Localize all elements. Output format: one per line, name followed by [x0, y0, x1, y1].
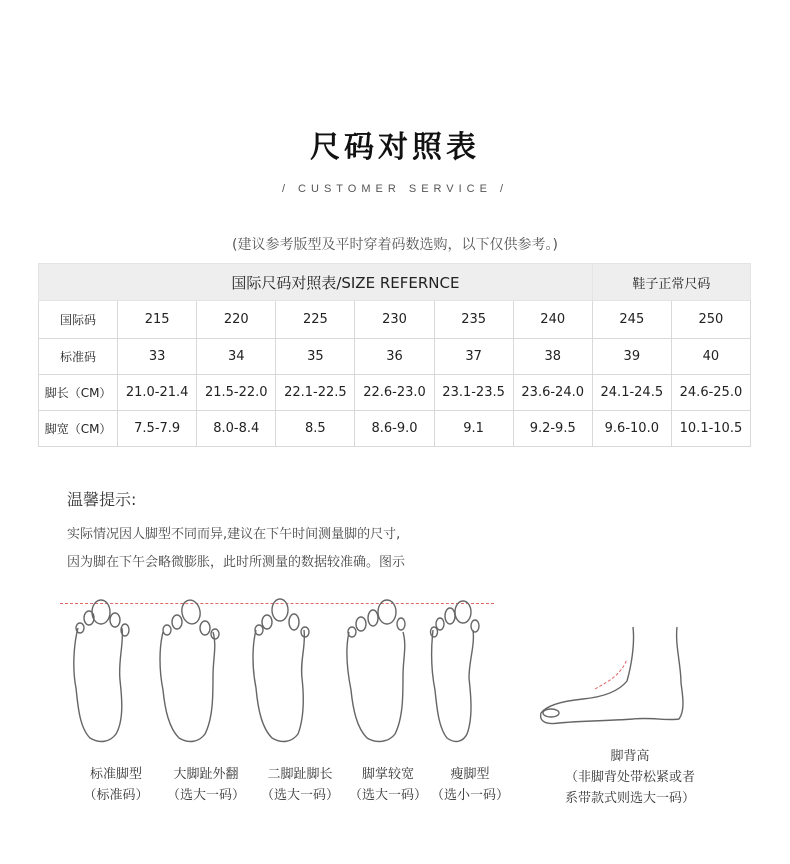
- reference-note: (建议参考版型及平时穿着码数选购，以下仅供参考。): [232, 237, 558, 253]
- table-cell: 21.5-22.0: [197, 375, 276, 411]
- table-header-international: 国际尺码对照表/SIZE REFERNCE: [39, 264, 593, 301]
- foot-size-advice: （选小一码）: [430, 788, 509, 803]
- foot-size-advice: （选大一码）: [166, 788, 245, 803]
- table-cell: 235: [434, 301, 513, 339]
- instep-caption: [550, 746, 710, 809]
- table-cell: 9.1: [434, 411, 513, 447]
- table-cell: 230: [355, 301, 434, 339]
- table-cell: 8.6-9.0: [355, 411, 434, 447]
- table-cell: 8.0-8.4: [197, 411, 276, 447]
- foot-caption-standard: [68, 764, 164, 806]
- table-cell: 33: [118, 339, 197, 375]
- foot-size-advice: （选大一码）: [260, 788, 339, 803]
- foot-type-label: 瘦脚型: [450, 767, 490, 782]
- table-cell: 9.6-10.0: [592, 411, 671, 447]
- table-cell: 23.6-24.0: [513, 375, 592, 411]
- table-cell: 24.1-24.5: [592, 375, 671, 411]
- row-label: 国际码: [39, 301, 118, 339]
- table-cell: 22.1-22.5: [276, 375, 355, 411]
- wide-foot-icon: [343, 598, 409, 746]
- table-cell: 23.1-23.5: [434, 375, 513, 411]
- table-cell: 34: [197, 339, 276, 375]
- foot-type-label: 标准脚型: [89, 767, 142, 782]
- tips-text-line: 因为脚在下午会略微膨胀，此时所测量的数据较准确。图示: [67, 555, 406, 570]
- table-cell: 40: [671, 339, 750, 375]
- table-row: [39, 411, 751, 447]
- tips-title: 温馨提示:: [67, 490, 137, 509]
- table-cell: 38: [513, 339, 592, 375]
- instep-advice: （非脚背处带松紧或者: [564, 770, 695, 785]
- thin-foot-icon: [425, 598, 481, 746]
- foot-caption-thin: [426, 764, 514, 806]
- foot-caption-bunion: [160, 764, 252, 806]
- table-header-normal: 鞋子正常尺码: [592, 264, 750, 301]
- table-cell: 39: [592, 339, 671, 375]
- table-cell: 10.1-10.5: [671, 411, 750, 447]
- foot-type-label: 二脚趾脚长: [267, 767, 333, 782]
- table-row: [39, 375, 751, 411]
- table-cell: 8.5: [276, 411, 355, 447]
- row-label: 脚长（CM）: [39, 375, 118, 411]
- table-row: [39, 301, 751, 339]
- foot-caption-second-toe: [254, 764, 346, 806]
- table-cell: 215: [118, 301, 197, 339]
- table-cell: 225: [276, 301, 355, 339]
- tips-text-line: 实际情况因人脚型不同而异,建议在下午时间测量脚的尺寸,: [67, 527, 401, 542]
- table-row: [39, 339, 751, 375]
- table-cell: 220: [197, 301, 276, 339]
- table-cell: 36: [355, 339, 434, 375]
- standard-foot-icon: [68, 598, 132, 746]
- foot-caption-wide: [344, 764, 432, 806]
- bunion-foot-icon: [155, 598, 221, 746]
- foot-type-label: 脚掌较宽: [361, 767, 414, 782]
- foot-size-advice: （选大一码）: [348, 788, 427, 803]
- table-cell: 22.6-23.0: [355, 375, 434, 411]
- table-cell: 24.6-25.0: [671, 375, 750, 411]
- row-label: 脚宽（CM）: [39, 411, 118, 447]
- table-cell: 35: [276, 339, 355, 375]
- table-header-row: [39, 264, 751, 301]
- table-cell: 37: [434, 339, 513, 375]
- instep-label: 脚背高: [610, 749, 650, 764]
- table-cell: 245: [592, 301, 671, 339]
- table-cell: 250: [671, 301, 750, 339]
- page-title: 尺码对照表: [310, 130, 480, 165]
- foot-type-label: 大脚趾外翻: [173, 767, 239, 782]
- table-cell: 21.0-21.4: [118, 375, 197, 411]
- table-cell: 9.2-9.5: [513, 411, 592, 447]
- table-cell: 7.5-7.9: [118, 411, 197, 447]
- foot-size-advice: （标准码）: [83, 788, 149, 803]
- table-cell: 240: [513, 301, 592, 339]
- size-table: [38, 263, 751, 447]
- page-subtitle: / CUSTOMER SERVICE /: [281, 183, 509, 195]
- instep-foot-icon: [535, 625, 707, 737]
- row-label: 标准码: [39, 339, 118, 375]
- instep-advice: 系带款式则选大一码）: [564, 791, 695, 806]
- second-toe-foot-icon: [248, 598, 312, 746]
